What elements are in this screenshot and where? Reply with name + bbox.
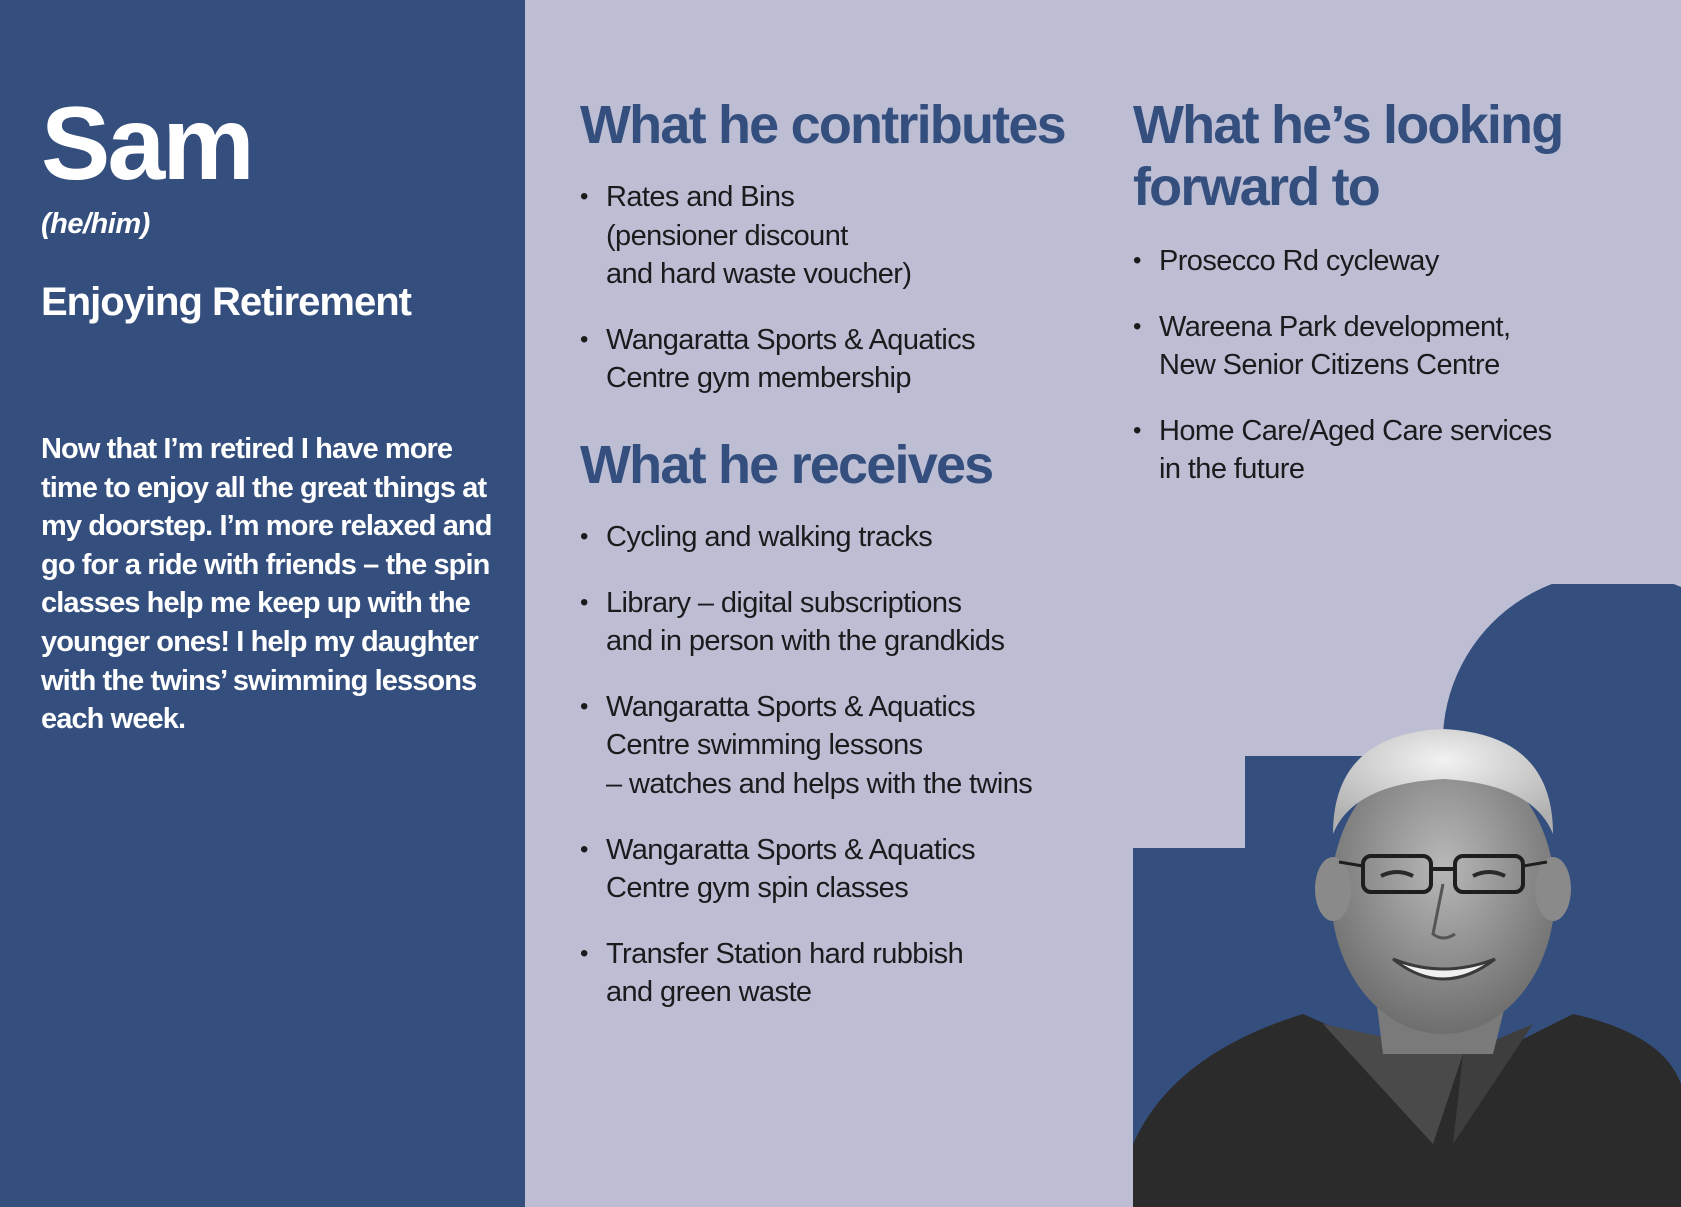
list-item: • Rates and Bins (pensioner discount and hard waste voucher) — [580, 178, 1080, 294]
contributes-heading: What he contributes — [580, 95, 1065, 155]
list-item: • Wareena Park development, New Senior Citizens Centre — [1133, 308, 1653, 385]
list-item: • Wangaratta Sports & Aquatics Centre swimming lessons – watches and helps with the twins — [580, 688, 1100, 804]
profile-pronouns: (he/him) — [41, 208, 150, 240]
contributes-list — [580, 178, 1080, 425]
list-item: • Cycling and walking tracks — [580, 518, 1100, 557]
list-item: • Transfer Station hard rubbish and green waste — [580, 935, 1100, 1012]
list-item: • Wangaratta Sports & Aquatics Centre gym membership — [580, 321, 1080, 398]
list-item: • Wangaratta Sports & Aquatics Centre gym spin classes — [580, 831, 1100, 908]
receives-list — [580, 518, 1100, 1039]
list-item: • Prosecco Rd cycleway — [1133, 242, 1653, 281]
portrait-photo — [1133, 584, 1681, 1207]
list-item: • Home Care/Aged Care services in the future — [1133, 412, 1653, 489]
profile-quote: Now that I’m retired I have more time to enjoy all the great things at my doorstep. I’m more relaxed and go for a ride with friends – the spin classes help me keep up with the younger ones! I help my daughter with the twins’ swimming lessons each week. — [41, 433, 492, 736]
profile-panel — [0, 0, 525, 1207]
profile-tagline: Enjoying Retirement — [41, 280, 411, 324]
looking-forward-list — [1133, 242, 1653, 516]
receives-heading: What he receives — [580, 435, 993, 495]
profile-name: Sam — [41, 86, 252, 202]
portrait-photo-icon — [1133, 584, 1681, 1207]
list-item: • Library – digital subscriptions and in person with the grandkids — [580, 584, 1100, 661]
looking-forward-heading: What he’s looking forward to — [1133, 95, 1563, 217]
